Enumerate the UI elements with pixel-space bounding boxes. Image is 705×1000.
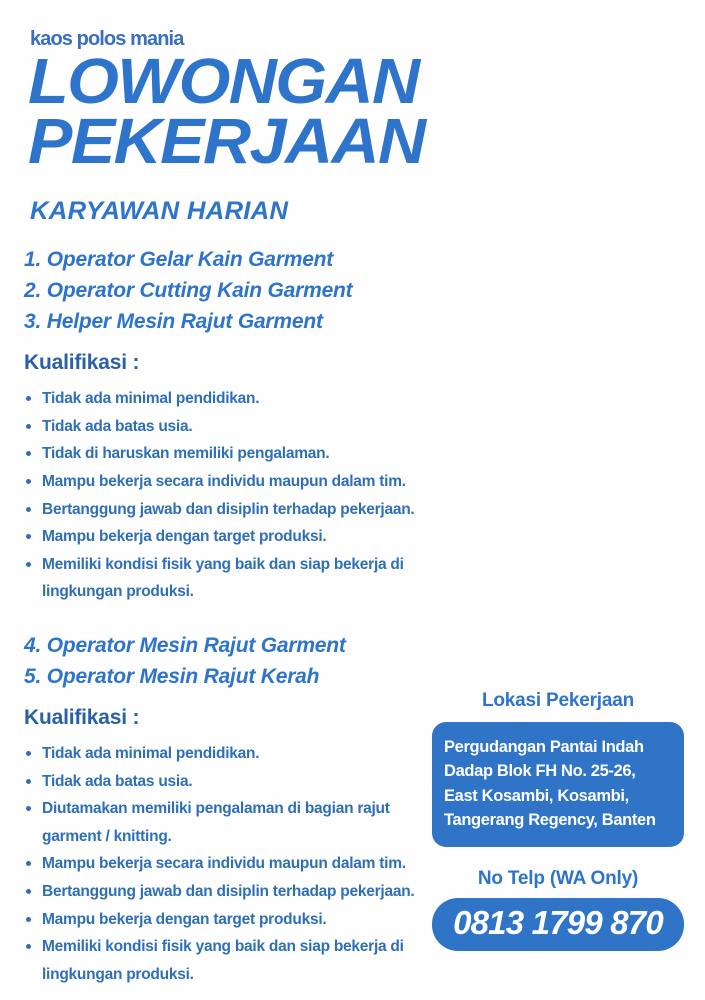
phone-number-pill[interactable]	[432, 898, 684, 951]
list-item-line: Tidak ada minimal pendidikan.	[42, 745, 260, 763]
list-item-line: Mampu bekerja secara individu maupun dalam tim.	[42, 855, 406, 873]
list-item	[24, 933, 454, 988]
location-box	[432, 722, 684, 847]
job-list-item: 3. Helper Mesin Rajut Garment	[24, 310, 323, 334]
list-item	[24, 385, 454, 413]
list-item-line: Memiliki kondisi fisik yang baik dan siap bekerja di	[42, 938, 404, 956]
qualifications-heading: Kualifikasi :	[24, 706, 140, 730]
list-item-line: Memiliki kondisi fisik yang baik dan siap bekerja di	[42, 555, 404, 573]
qualifications-list	[24, 385, 454, 606]
list-item	[24, 768, 454, 796]
list-item-line: lingkungan produksi.	[42, 583, 194, 601]
list-item-line: lingkungan produksi.	[42, 965, 194, 983]
job-list-item: 1. Operator Gelar Kain Garment	[24, 248, 334, 271]
headline-line-1: LOWONGAN	[28, 45, 419, 117]
job-list-item: 2. Operator Cutting Kain Garment	[24, 279, 353, 303]
list-item	[24, 878, 454, 906]
list-item-line: Bertanggung jawab dan disiplin terhadap pekerjaan.	[42, 500, 415, 518]
phone-number: 0813 1799 870	[453, 903, 663, 941]
location-line: East Kosambi, Kosambi,	[444, 786, 629, 805]
list-item	[24, 906, 454, 934]
job-list-item: 4. Operator Mesin Rajut Garment	[24, 634, 346, 657]
list-item-line: Mampu bekerja secara individu maupun dalam tim.	[42, 472, 406, 490]
headline	[28, 45, 678, 177]
list-item	[24, 523, 454, 551]
location-line: Tangerang Regency, Banten	[444, 811, 656, 830]
qualifications-heading: Kualifikasi :	[24, 351, 140, 375]
list-item-line: Bertanggung jawab dan disiplin terhadap pekerjaan.	[42, 883, 415, 901]
list-item-line: Mampu bekerja dengan target produksi.	[42, 910, 327, 928]
qualifications-list	[24, 740, 454, 988]
list-item	[24, 850, 454, 878]
job-list-item: 5. Operator Mesin Rajut Kerah	[24, 665, 320, 689]
list-item	[24, 795, 454, 850]
list-item-line: Diutamakan memiliki pengalaman di bagian rajut	[42, 800, 390, 818]
location-heading: Lokasi Pekerjaan	[481, 690, 635, 711]
job-group-a	[24, 244, 454, 606]
brand-logo: kaos polos mania	[30, 28, 184, 50]
list-item	[24, 496, 454, 524]
headline-subtitle: KARYAWAN HARIAN	[30, 197, 289, 225]
list-item	[24, 551, 454, 606]
list-item-line: Tidak ada batas usia.	[42, 417, 193, 435]
contact-column	[432, 690, 684, 951]
headline-line-2: PEKERJAAN	[28, 104, 425, 177]
job-group-b	[24, 630, 454, 988]
location-line: Pergudangan Pantai Indah	[444, 738, 644, 756]
phone-heading: No Telp (WA Only)	[477, 867, 639, 889]
list-item-line: Tidak ada batas usia.	[42, 772, 193, 790]
list-item-line: Tidak di haruskan memiliki pengalaman.	[42, 445, 330, 463]
list-item	[24, 740, 454, 768]
list-item	[24, 468, 454, 496]
list-item-line: Mampu bekerja dengan target produksi.	[42, 528, 327, 546]
list-item	[24, 440, 454, 468]
location-line: Dadap Blok FH No. 25-26,	[444, 762, 636, 781]
list-item	[24, 413, 454, 441]
list-item-line: garment / knitting.	[42, 827, 172, 845]
list-item-line: Tidak ada minimal pendidikan.	[42, 390, 260, 408]
